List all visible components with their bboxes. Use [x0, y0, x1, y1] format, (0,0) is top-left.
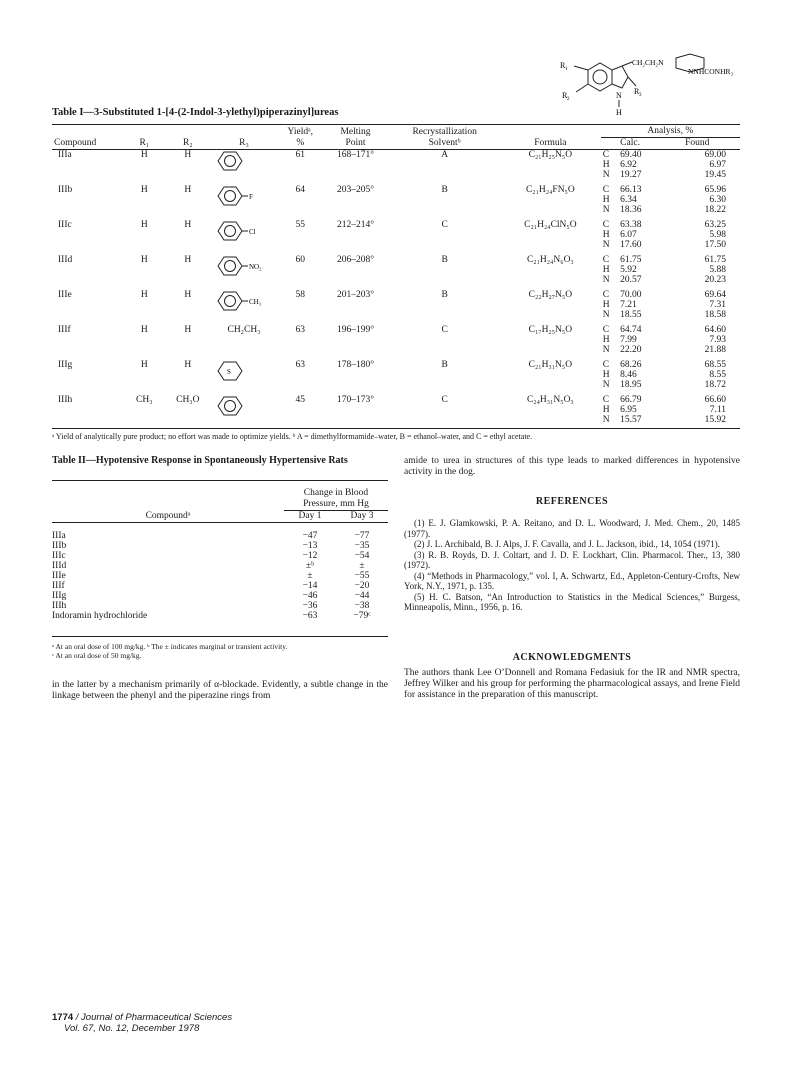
indole-n-label: N [616, 91, 622, 100]
yield-cell: 55 [295, 220, 306, 230]
svg-text:S: S [227, 368, 231, 376]
analysis-calc: 22.20 [620, 345, 642, 355]
r3-label: R [634, 87, 640, 96]
solvent-cell: C [441, 395, 448, 405]
table1-row [52, 150, 740, 161]
journal-name: / Journal of Pharmaceutical Sciences [73, 1012, 233, 1023]
table2-title: Table II—Hypotensive Response in Spontaneously Hypertensive Rats [52, 455, 348, 466]
analysis-calc: 64.74 [620, 325, 642, 335]
col-r2: R₂ [166, 126, 209, 150]
r2-cell: H [184, 360, 192, 370]
t2-day3: −79ᶜ [353, 611, 371, 621]
analysis-atom: C [602, 360, 610, 370]
analysis-atom: N [602, 380, 610, 390]
t2-compound: IIIg [52, 591, 67, 601]
table2-row [52, 531, 388, 541]
col-r3: R₃ [209, 126, 279, 150]
analysis-atom: H [602, 230, 610, 240]
r2-cell: H [184, 150, 192, 160]
formula-cell: C₂₁H₃₁N₅O [528, 360, 573, 370]
analysis-atom: C [602, 290, 610, 300]
table2-footnotes [52, 642, 392, 660]
reference-item: (2) J. L. Archibald, B. J. Alps, J. F. Cavalla, and J. L. Jackson, ibid., 14, 1054 (1971). [414, 539, 721, 549]
analysis-found: 18.22 [704, 205, 726, 215]
col-mp-bottom: Point [322, 138, 389, 150]
solvent-cell: B [441, 360, 448, 370]
analysis-atom: H [602, 370, 610, 380]
table1 [52, 126, 740, 425]
t2-header-change-1: Change in Blood [303, 488, 369, 498]
analysis-atom: H [602, 300, 610, 310]
analysis-calc: 19.27 [620, 170, 642, 180]
table2-row [52, 561, 388, 571]
tolyl-icon [214, 290, 274, 315]
t2-day3: −38 [354, 601, 370, 611]
r3-cell: CH₂CH₃ [227, 325, 261, 335]
table1-row [52, 185, 740, 195]
table1-row [52, 255, 740, 265]
analysis-calc: 68.26 [620, 360, 642, 370]
melting-point-cell: 196–199° [336, 325, 375, 335]
indole-structure-diagram [560, 52, 750, 120]
analysis-calc: 8.46 [620, 370, 637, 380]
analysis-found: 19.45 [704, 170, 726, 180]
solvent-cell: B [441, 185, 448, 195]
compound-cell: IIId [58, 255, 73, 265]
chlorophenyl-icon [214, 220, 274, 245]
melting-point-cell: 201–203° [336, 290, 375, 300]
analysis-calc: 18.36 [620, 205, 642, 215]
analysis-calc: 6.07 [620, 230, 637, 240]
t2-day1: −46 [302, 591, 318, 601]
t2-day3: −55 [354, 571, 370, 581]
svg-text:NO₂: NO₂ [249, 263, 262, 271]
col-found: Found [666, 138, 740, 150]
analysis-found: 5.88 [709, 265, 726, 275]
analysis-atom: N [602, 415, 610, 425]
table2-row [52, 581, 388, 591]
t2-day1: ± [307, 571, 313, 581]
table1-footnote: ᵃ Yield of analytically pure product; no effort was made to optimize yields. ᵇ A = dimethylformamide–water, B = ethanol–water, and C = ethyl acetate. [52, 432, 533, 441]
formula-cell: C₂₁H₂₄FN₅O [525, 185, 575, 195]
r1-label: R [560, 61, 566, 70]
reference-item: (1) E. J. Glamkowski, P. A. Reitano, and D. L. Woodward, J. Med. Chem., 20, 1485 (1977). [404, 518, 740, 539]
t2-day3: −35 [354, 541, 370, 551]
analysis-atom: C [602, 185, 610, 195]
table2-top-rule [52, 480, 388, 481]
analysis-calc: 5.92 [620, 265, 637, 275]
melting-point-cell: 168–171° [336, 150, 375, 160]
analysis-found: 65.96 [704, 185, 726, 195]
t2-day1: −36 [302, 601, 318, 611]
yield-cell: 64 [295, 185, 306, 195]
melting-point-cell: 178–180° [336, 360, 375, 370]
analysis-atom: N [602, 240, 610, 250]
t2-compound: IIIf [52, 581, 65, 591]
t2-compound: IIIb [52, 541, 67, 551]
table1-row [52, 325, 740, 335]
table2-row [52, 601, 388, 611]
table1-title: Table I—3-Substituted 1-[4-(2-Indol-3-ylethyl)piperazinyl]ureas [52, 107, 339, 118]
acknowledgments-heading: ACKNOWLEDGMENTS [512, 652, 632, 663]
t2-compound: IIIa [52, 531, 66, 541]
table2 [52, 488, 388, 621]
references-heading: REFERENCES [535, 496, 609, 507]
cyclohexyl-icon [214, 360, 274, 385]
compound-cell: IIIe [58, 290, 72, 300]
col-mp-top: Melting [340, 126, 371, 137]
analysis-calc: 69.40 [620, 150, 642, 160]
formula-cell: C₂₁H₂₄ClN₅O [524, 220, 577, 230]
r1-cell: H [140, 360, 148, 370]
r1-cell: H [140, 185, 148, 195]
formula-cell: C₂₁H₂₄N₆O₃ [526, 255, 574, 265]
melting-point-cell: 212–214° [336, 220, 375, 230]
r1-cell: H [140, 325, 148, 335]
col-recryst-top: Recrystallization [412, 126, 477, 137]
analysis-atom: H [602, 335, 610, 345]
t2-day3: −54 [354, 551, 370, 561]
analysis-calc: 61.75 [620, 255, 642, 265]
analysis-found: 20.23 [704, 275, 726, 285]
acknowledgments-text: The authors thank Lee O’Donnell and Romana Fedasiuk for the IR and NMR spectra, Jeffrey Wilker and his group for performing the pharmacological assays, and Irene Field for assistance in the preparation of this manuscript. [404, 668, 740, 700]
body-text-right: amide to urea in structures of this type leads to marked differences in hypotensive activity in the dog. [404, 456, 740, 477]
r1-subscript: 1 [565, 67, 568, 72]
col-yield-bottom: % [279, 138, 322, 150]
indole-h-label: H [616, 108, 622, 117]
analysis-atom: C [602, 395, 610, 405]
table1-row [52, 395, 740, 405]
r2-cell: H [184, 325, 192, 335]
analysis-atom: N [602, 345, 610, 355]
table1-row [52, 360, 740, 370]
analysis-found: 6.30 [709, 195, 726, 205]
analysis-found: 68.55 [704, 360, 726, 370]
melting-point-cell: 203–205° [336, 185, 375, 195]
r3-subscript: 3 [639, 93, 642, 98]
yield-cell: 63 [295, 325, 306, 335]
col-compound: Compound [52, 126, 122, 150]
table2-footnote-2: ᶜ At an oral dose of 50 mg/kg. [52, 651, 142, 660]
t2-day3: −20 [354, 581, 370, 591]
compound-cell: IIIh [58, 395, 73, 405]
r2-cell: CH₃O [176, 395, 200, 405]
fluorophenyl-icon [214, 185, 274, 210]
analysis-atom: N [602, 310, 610, 320]
analysis-atom: C [602, 220, 610, 230]
solvent-cell: C [441, 220, 448, 230]
solvent-cell: A [441, 150, 449, 160]
r2-cell: H [184, 220, 192, 230]
r2-cell: H [184, 185, 192, 195]
table1-row [52, 290, 740, 300]
col-analysis: Analysis, % [601, 126, 740, 138]
yield-cell: 45 [295, 395, 306, 405]
analysis-atom: H [602, 160, 610, 170]
analysis-atom: C [602, 150, 610, 160]
references-list [404, 518, 740, 613]
table2-bottom-rule [52, 636, 388, 637]
r3-cell [209, 255, 279, 285]
t2-day1: −63 [302, 611, 318, 621]
t2-compound: IIIe [52, 571, 66, 581]
col-yield-top: Yieldᵃ, [287, 126, 314, 137]
analysis-calc: 7.21 [620, 300, 637, 310]
table2-row [52, 611, 388, 621]
r1-cell: H [140, 290, 148, 300]
r3-cell [209, 395, 279, 425]
r1-cell: H [140, 150, 148, 160]
table2-row [52, 551, 388, 561]
t2-header-day1: Day 1 [284, 511, 336, 523]
t2-day3: −44 [354, 591, 370, 601]
table2-row [52, 541, 388, 551]
t2-header-compound: Compoundᵃ [52, 511, 284, 523]
formula-cell: C₂₁H₂₅N₅O [528, 150, 573, 160]
r3-cell [209, 360, 279, 390]
svg-text:Cl: Cl [249, 228, 256, 236]
reference-item: (5) H. C. Batson, “An Introduction to Statistics in the Medical Sciences,” Burgess, Minneapolis, Minn., 1956, p. 16. [404, 591, 740, 612]
analysis-calc: 18.55 [620, 310, 642, 320]
formula-cell: C₂₂H₂₇N₅O [528, 290, 573, 300]
analysis-found: 21.88 [704, 345, 726, 355]
t2-day1: −47 [302, 531, 318, 541]
r2-cell: H [184, 290, 192, 300]
analysis-calc: 15.57 [620, 415, 642, 425]
analysis-calc: 63.38 [620, 220, 642, 230]
table2-row [52, 571, 388, 581]
r2-cell: H [184, 255, 192, 265]
analysis-found: 6.97 [709, 160, 726, 170]
table2-footnote-1: ᵃ At an oral dose of 100 mg/kg. ᵇ The ± indicates marginal or transient activity. [52, 642, 288, 651]
r3-cell [209, 185, 279, 215]
benzene-ring-icon [214, 395, 274, 420]
nitrophenyl-icon [214, 255, 274, 280]
solvent-cell: B [441, 255, 448, 265]
page-number: 1774 [52, 1012, 74, 1023]
table1-top-rule [52, 124, 740, 125]
table1-bottom-rule [52, 428, 740, 429]
col-formula: Formula [500, 126, 601, 150]
analysis-atom: C [602, 255, 610, 265]
body-text-left: in the latter by a mechanism primarily of α-blockade. Evidently, a subtle change in the linkage between the phenyl and the piperazine rings from [52, 680, 388, 701]
reference-item: (3) R. B. Royds, D. J. Coltart, and J. D. F. Lockhart, Clin. Pharmacol. Ther., 13, 380 (1972). [404, 549, 740, 570]
r2-subscript: 2 [567, 97, 570, 102]
svg-text:CH₃: CH₃ [249, 298, 262, 306]
analysis-atom: N [602, 275, 610, 285]
r2-label: R [562, 91, 568, 100]
table2-row [52, 591, 388, 601]
analysis-atom: H [602, 195, 610, 205]
analysis-found: 18.72 [704, 380, 726, 390]
col-recryst-bottom: Solventᵇ [389, 138, 500, 150]
melting-point-cell: 206–208° [336, 255, 375, 265]
formula-cell: C₂₄H₃₁N₅O₃ [526, 395, 574, 405]
analysis-calc: 6.95 [620, 405, 637, 415]
analysis-atom: C [602, 325, 610, 335]
ethyl-chain-label: CH₂CH₂N [632, 58, 664, 67]
analysis-found: 7.31 [709, 300, 726, 310]
solvent-cell: B [441, 290, 448, 300]
analysis-calc: 18.95 [620, 380, 642, 390]
r1-cell: CH₃ [136, 395, 153, 405]
reference-item: (4) “Methods in Pharmacology,” vol. I, A. Schwartz, Ed., Appleton-Century-Crofts, New York, N.Y., 1971, p. 135. [404, 570, 740, 591]
compound-cell: IIIb [58, 185, 73, 195]
melting-point-cell: 170–173° [336, 395, 375, 405]
yield-cell: 63 [295, 360, 306, 370]
t2-day3: −77 [354, 531, 370, 541]
analysis-found: 69.64 [704, 290, 726, 300]
r3-cell [209, 290, 279, 320]
t2-compound: IIIc [52, 551, 66, 561]
t2-day3: ± [359, 561, 365, 571]
analysis-found: 63.25 [704, 220, 726, 230]
analysis-calc: 7.99 [620, 335, 637, 345]
analysis-found: 8.55 [709, 370, 726, 380]
analysis-found: 15.92 [704, 415, 726, 425]
analysis-found: 5.98 [709, 230, 726, 240]
yield-cell: 60 [295, 255, 306, 265]
analysis-found: 61.75 [704, 255, 726, 265]
analysis-found: 7.93 [709, 335, 726, 345]
compound-cell: IIIc [58, 220, 72, 230]
analysis-calc: 6.34 [620, 195, 637, 205]
analysis-found: 64.60 [704, 325, 726, 335]
analysis-atom: H [602, 405, 610, 415]
t2-compound: Indoramin hydrochloride [52, 611, 148, 621]
analysis-calc: 66.13 [620, 185, 642, 195]
col-calc: Calc. [618, 138, 666, 150]
analysis-atom: H [602, 265, 610, 275]
r3-cell [209, 150, 279, 181]
t2-day1: −14 [302, 581, 318, 591]
analysis-atom: N [602, 205, 610, 215]
t2-day1: ±ᵇ [305, 561, 315, 571]
analysis-found: 7.11 [709, 405, 726, 415]
formula-cell: C₁₇H₂₅N₅O [528, 325, 573, 335]
analysis-found: 17.50 [704, 240, 726, 250]
svg-text:F: F [249, 193, 253, 201]
page-footer [52, 1012, 232, 1034]
compound-cell: IIIa [58, 150, 72, 160]
col-r1: R₁ [122, 126, 166, 150]
analysis-calc: 70.00 [620, 290, 642, 300]
analysis-calc: 66.79 [620, 395, 642, 405]
benzene-ring-icon [214, 150, 274, 175]
yield-cell: 58 [295, 290, 306, 300]
t2-compound: IIIh [52, 601, 67, 611]
yield-cell: 61 [295, 150, 306, 160]
journal-volume: Vol. 67, No. 12, December 1978 [64, 1023, 200, 1034]
t2-header-change-2: Pressure, mm Hg [284, 499, 388, 511]
t2-header-day3: Day 3 [336, 511, 388, 523]
analysis-calc: 17.60 [620, 240, 642, 250]
analysis-calc: 6.92 [620, 160, 637, 170]
compound-cell: IIIf [58, 325, 71, 335]
urea-label: NNHCONHR₃ [688, 67, 734, 76]
r1-cell: H [140, 220, 148, 230]
analysis-found: 69.00 [704, 150, 726, 160]
analysis-found: 18.58 [704, 310, 726, 320]
t2-day1: −12 [302, 551, 318, 561]
t2-compound: IIId [52, 561, 67, 571]
analysis-atom: N [602, 170, 610, 180]
t2-day1: −13 [302, 541, 318, 551]
solvent-cell: C [441, 325, 448, 335]
table1-row [52, 220, 740, 230]
analysis-found: 66.60 [704, 395, 726, 405]
r3-cell [209, 220, 279, 250]
r1-cell: H [140, 255, 148, 265]
compound-cell: IIIg [58, 360, 73, 370]
analysis-calc: 20.57 [620, 275, 642, 285]
